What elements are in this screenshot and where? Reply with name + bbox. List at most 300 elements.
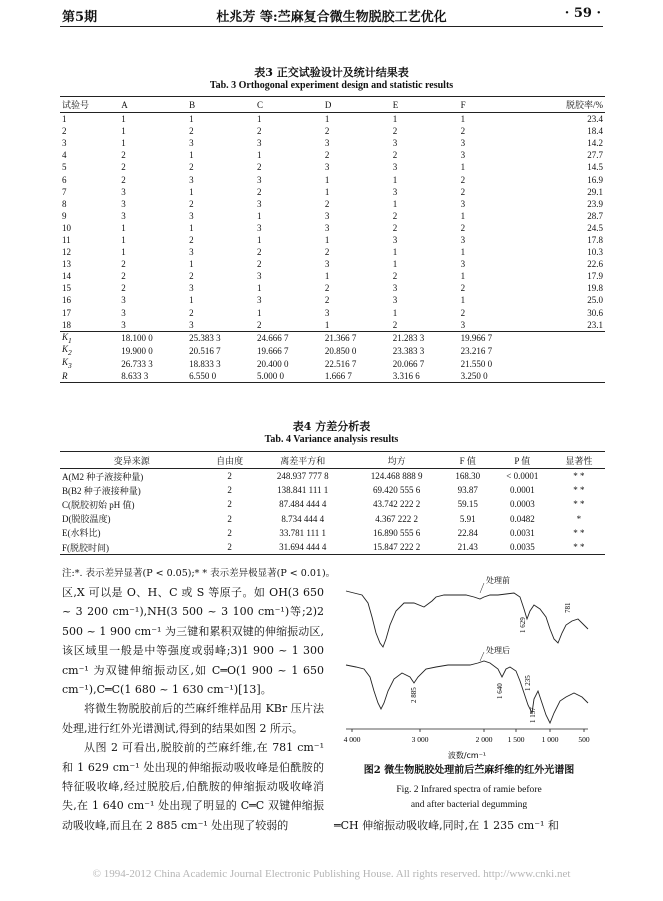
table3-cell: 12: [62, 247, 71, 258]
table4-cell: 22.84: [457, 527, 478, 538]
table3-stat-empty: [527, 370, 605, 383]
table3-cell: 19.8: [587, 283, 603, 294]
table3-cell: 2: [392, 150, 398, 161]
peak-before-781: 781: [564, 602, 572, 613]
table3-cell: 3: [460, 319, 466, 330]
table4-cell: 0.0003: [509, 499, 535, 510]
table3-cell: 2: [121, 259, 126, 270]
table3-stat-cell: 1.666 7: [323, 370, 391, 383]
table3-stat-cell: 8.633 3: [119, 370, 187, 383]
table3-cell: 2: [257, 319, 262, 330]
table3-stat-row: [60, 344, 605, 357]
table3-cell: 25.0: [587, 295, 603, 306]
table3-cell: 3: [257, 295, 262, 306]
x-tick-label: 4 000: [343, 735, 361, 744]
table3-cell: 2: [460, 174, 466, 185]
spectrum-after-line: [346, 661, 588, 723]
table3-stat-cell: 6.550 0: [187, 370, 255, 383]
table4-cell: F(脱胶时间): [60, 540, 204, 555]
table3-cell: 3: [189, 247, 194, 258]
table3-cell: 3: [460, 259, 466, 270]
table3-cell: 2: [257, 162, 262, 173]
table3-stat-cell: 5.000 0: [255, 370, 323, 383]
table4-cell: 0.0482: [509, 513, 535, 524]
body-paragraph-1: 区,X 可以是 O、H、C 或 S 等原子。如 OH(3 650 ~ 3 200 cm⁻¹),NH(3 500 ~ 3 100 cm⁻¹)等;2)2 500 ~ 1 900 cm⁻¹ 为三键和累积双键的伸缩振动区,该区域里一般是中等强度或弱峰;3)1 900 ~ 1 300 cm⁻¹ 为双键伸缩振动区,如 C═O(1 900 ~ 1 650 cm⁻¹),C═C(1 680 ~ 1 630 cm⁻¹)[13]。: [62, 586, 324, 697]
table4-header-cell: P 值: [492, 452, 553, 469]
table4-cell: 2: [227, 513, 232, 524]
label-before: 处理前: [486, 576, 510, 585]
table4-cell: 87.484 444 4: [279, 499, 327, 510]
figure2-caption-en-2: and after bacterial degumming: [410, 800, 528, 810]
table4-cell: 168.30: [455, 471, 481, 482]
table3-cell: 1: [189, 114, 194, 125]
body-right-tail: ═CH 伸缩振动吸收峰,同时,在 1 235 cm⁻¹ 和: [334, 819, 559, 832]
table3-stat-cell: 20.400 0: [257, 358, 289, 369]
table3-cell: 1: [324, 114, 330, 125]
table3-stat-subscript: 3: [68, 361, 72, 371]
table3-cell: 3: [189, 174, 194, 185]
table4-cell: < 0.0001: [506, 471, 539, 482]
x-tick-label: 2 000: [475, 735, 493, 744]
table3-cell: 3: [392, 186, 398, 197]
figure2-caption-zh: 图2 微生物脱胶处理前后苎麻纤维的红外光谱图: [363, 765, 575, 776]
table4-cell: * *: [553, 540, 605, 555]
table3-row: [60, 161, 605, 173]
table3-cell: 3: [324, 210, 330, 221]
table3-cell: 2: [324, 198, 330, 209]
table3-cell: 16: [62, 295, 71, 306]
table3-cell: 17.9: [587, 271, 603, 282]
table3-cell: 1: [392, 307, 398, 318]
table3-cell: 2: [460, 186, 466, 197]
label-after: 处理后: [486, 646, 510, 655]
table3-cell: 3: [324, 138, 330, 149]
table4-row: [60, 497, 605, 511]
table3-stat-cell: 3.316 6: [391, 370, 459, 383]
table3-cell: 1: [392, 247, 398, 258]
table3-cell: 2: [257, 259, 262, 270]
table3-stat-cell: 21.366 7: [323, 331, 391, 344]
table3-cell: 18: [62, 319, 71, 330]
table3-cell: 3: [257, 198, 262, 209]
table4-cell: 43.742 222 2: [372, 499, 421, 510]
table3-cell: 1: [324, 174, 330, 185]
table3-cell: 3: [189, 319, 194, 330]
table4-cell: C(脱胶初始 pH 值): [62, 499, 135, 510]
table4-cell: 0.0031: [509, 527, 535, 538]
table3-cell: 3: [62, 138, 67, 149]
table3-cell: 5: [62, 162, 67, 173]
x-tick-label: 3 000: [411, 735, 429, 744]
table3-cell: 1: [257, 283, 262, 294]
table3-stat-empty: [527, 344, 605, 357]
table3-cell: 2: [257, 247, 262, 258]
table3-header-cell: A: [119, 97, 187, 113]
table3-row: [60, 234, 605, 246]
table3-row: [60, 149, 605, 161]
table3-cell: 1: [189, 222, 194, 233]
table3-caption-zh: 表3 正交试验设计及统计结果表: [254, 66, 409, 79]
table3-cell: 28.7: [587, 210, 603, 221]
table3-row: [60, 307, 605, 319]
table3-cell: 3: [392, 138, 398, 149]
table3-stat-cell: 19.666 7: [257, 345, 289, 356]
table3-stat-cell: 24.666 7: [255, 331, 323, 344]
table3-row: [60, 282, 605, 294]
table3-cell: 2: [257, 126, 262, 137]
table3-stat-label: R: [60, 370, 119, 383]
table3-stat-row: [60, 331, 605, 344]
table3-cell: 3: [121, 210, 126, 221]
table3-row: [60, 258, 605, 270]
table3-cell: 30.6: [587, 307, 603, 318]
table3-row: [60, 186, 605, 198]
table4-cell: * *: [573, 471, 585, 482]
table3-cell: 16.9: [587, 174, 603, 185]
table3-row: [60, 222, 605, 234]
table3-cell: 1: [121, 138, 126, 149]
x-tick-label: 1 500: [507, 735, 525, 744]
table3-cell: 2: [121, 283, 126, 294]
table3-cell: 3: [121, 319, 126, 330]
table3-cell: 2: [189, 126, 194, 137]
table3-cell: 1: [121, 114, 126, 125]
x-tick-label: 500: [578, 735, 590, 744]
table4-cell: 2: [227, 499, 232, 510]
table3-cell: 2: [121, 150, 126, 161]
table4-cell: * *: [573, 485, 585, 496]
table3-cell: 2: [460, 222, 466, 233]
peak-after-1157: 1 157: [529, 707, 537, 723]
table3-cell: 23.1: [587, 319, 603, 330]
table3-stat-subscript: 1: [68, 335, 72, 345]
ir-spectra-figure: [334, 573, 604, 773]
table4-row: [60, 469, 605, 484]
table4-cell: 93.87: [457, 485, 478, 496]
table3-cell: 2: [62, 126, 67, 137]
table4-header-cell: 自由度: [204, 452, 256, 469]
table4-cell: 16.890 555 6: [372, 527, 421, 538]
table4-row: [60, 526, 605, 540]
table3-cell: 1: [460, 271, 466, 282]
table3-cell: 17: [62, 307, 71, 318]
table4-cell: A(M2 种子液接种量): [62, 471, 144, 482]
table4-cell: B(B2 种子液接种量): [62, 485, 141, 496]
table3-stat-cell: 19.900 0: [121, 345, 153, 356]
table4-cell: 4.367 222 2: [375, 513, 418, 524]
table4-row: [60, 512, 605, 526]
table3-stat-row: [60, 357, 605, 370]
table4-cell: 21.43: [444, 540, 492, 555]
table3-stat-cell: 20.516 7: [189, 345, 221, 356]
table3-stat-cell: 20.066 7: [392, 358, 425, 369]
table3-stat-cell: 21.283 3: [391, 331, 459, 344]
table4-row: [60, 483, 605, 497]
body-left-column: [62, 583, 324, 835]
table3-cell: 1: [189, 150, 194, 161]
table3-cell: 2: [121, 162, 126, 173]
table4-cell: 8.734 444 4: [281, 513, 325, 524]
table3-stat-empty: [527, 357, 605, 370]
table3-cell: 2: [121, 271, 126, 282]
table3-stat-cell: 19.966 7: [459, 331, 527, 344]
table3-cell: 2: [189, 271, 194, 282]
copyright-footer: © 1994-2012 China Academic Journal Electronic Publishing House. All rights reserved. http://www.cnki.net: [92, 868, 571, 880]
page-number: · 59 ·: [564, 6, 601, 21]
table3-cell: 2: [189, 234, 194, 245]
table3-cell: 1: [257, 307, 262, 318]
table4-header-cell: 变异来源: [60, 452, 204, 469]
table3-cell: 1: [257, 150, 262, 161]
table3-cell: 1: [392, 259, 398, 270]
table3-cell: 2: [392, 210, 398, 221]
table3-cell: 23.9: [587, 198, 603, 209]
table3-cell: 3: [460, 198, 466, 209]
table3-row: [60, 210, 605, 222]
table3-cell: 4: [62, 150, 67, 161]
table4-cell: 2: [227, 485, 232, 496]
body-paragraph-3: 从图 2 可看出,脱胶前的苎麻纤维,在 781 cm⁻¹ 和 1 629 cm⁻¹ 处出现的伸缩振动吸收峰是伯酰胺的特征吸收峰,经过脱胶后,伯酰胺的伸缩振动吸收峰消失,在 1 640 cm⁻¹ 处出现了明显的 C═C 双键伸缩振动吸收峰,而且在 2 885 cm⁻¹ 处出现了较弱的: [62, 741, 324, 832]
peak-after-2885: 2 885: [410, 687, 418, 703]
table3-cell: 2: [324, 247, 330, 258]
table4-cell: 2: [204, 540, 256, 555]
table3-cell: 8: [62, 198, 67, 209]
table3-cell: 22.6: [587, 259, 603, 270]
table3-cell: 23.4: [587, 114, 603, 125]
table3-cell: 3: [324, 307, 330, 318]
table3-cell: 14.5: [587, 162, 603, 173]
table3-cell: 3: [257, 138, 262, 149]
table4-cell: 69.420 555 6: [372, 485, 421, 496]
figure2-caption-en-1: Fig. 2 Infrared spectra of ramie before: [396, 785, 542, 795]
table3-cell: 3: [189, 283, 194, 294]
table3-cell: 2: [324, 150, 330, 161]
table3-row: [60, 113, 605, 126]
table3-header-cell: B: [187, 97, 255, 113]
table3-cell: 15: [62, 283, 71, 294]
table3-row: [60, 137, 605, 149]
table3-stat-cell: 21.550 0: [460, 358, 493, 369]
table3-cell: 2: [392, 126, 398, 137]
table3-cell: 3: [121, 307, 126, 318]
variance-table: [60, 451, 605, 555]
table4-caption-en: Tab. 4 Variance analysis results: [264, 434, 399, 445]
table4-header-cell: 显著性: [553, 452, 605, 469]
table3-cell: 3: [392, 162, 398, 173]
table3-cell: 3: [460, 138, 466, 149]
table4-caption-zh: 表4 方差分析表: [292, 420, 371, 433]
body-paragraph-2: 将微生物脱胶前后的苎麻纤维样品用 KBr 压片法处理,进行红外光谱测试,得到的结果如图 2 所示。: [62, 702, 324, 735]
table4-cell: 2: [227, 471, 232, 482]
table3-cell: 2: [324, 295, 330, 306]
table3-cell: 1: [460, 247, 466, 258]
table3-stat-cell: 18.833 3: [189, 358, 221, 369]
table3-stat-cell: 22.516 7: [324, 358, 357, 369]
table3-cell: 27.7: [587, 150, 603, 161]
table3-stat-cell: 20.850 0: [324, 345, 357, 356]
table4-cell: * *: [573, 499, 585, 510]
table3-cell: 11: [62, 234, 71, 245]
table4-header-cell: 离差平方和: [256, 452, 350, 469]
peak-after-1235: 1 235: [524, 675, 532, 691]
table3-cell: 3: [324, 222, 330, 233]
table3-cell: 1: [121, 126, 126, 137]
table4-header-cell: F 值: [444, 452, 492, 469]
table3-cell: 1: [324, 234, 330, 245]
table3-cell: 2: [324, 126, 330, 137]
table3-cell: 2: [257, 186, 262, 197]
table3-cell: 2: [392, 222, 398, 233]
table4-header-row: [60, 452, 605, 469]
table3-stat-empty: [527, 331, 605, 344]
table3-stat-label: $K_3$: [62, 357, 72, 371]
table3-cell: 1: [189, 259, 194, 270]
table3-cell: 1: [62, 114, 67, 125]
table3-cell: 3: [392, 283, 398, 294]
peak-after-1640: 1 640: [496, 683, 504, 699]
table3-row: [60, 294, 605, 306]
table3-cell: 6: [62, 174, 67, 185]
table4-cell: 15.847 222 2: [350, 540, 444, 555]
table3-stat-cell: 18.100 0: [119, 331, 187, 344]
table3-cell: 1: [324, 186, 330, 197]
table3-cell: 2: [460, 307, 466, 318]
table3-cell: 2: [121, 174, 126, 185]
table3-cell: 1: [460, 114, 466, 125]
table3-cell: 1: [324, 271, 330, 282]
table3-cell: 1: [324, 319, 330, 330]
table3-cell: 3: [121, 186, 126, 197]
x-axis-ticks: [344, 729, 590, 744]
table4-cell: E(水料比): [62, 528, 101, 539]
x-axis-label: 波数/cm⁻¹: [447, 751, 487, 760]
table3-cell: 2: [460, 126, 466, 137]
table3-header-cell: 试验号: [60, 97, 119, 113]
table4-cell: 33.781 111 1: [279, 527, 327, 538]
table3-stat-subscript: 2: [68, 348, 72, 358]
x-tick-label: 1 000: [541, 735, 559, 744]
spectrum-before-line: [346, 591, 588, 647]
table3-header-cell: F: [459, 97, 527, 113]
table4-cell: 138.841 111 1: [277, 485, 329, 496]
table3-cell: 2: [392, 319, 398, 330]
table3-cell: 3: [257, 271, 262, 282]
table3-cell: 3: [324, 259, 330, 270]
table4-cell: D(脱胶温度): [62, 514, 111, 525]
table3-caption-en: Tab. 3 Orthogonal experiment design and statistic results: [209, 80, 454, 91]
table3-cell: 3: [392, 295, 398, 306]
table3-stat-cell: 3.250 0: [459, 370, 527, 383]
table3-row: [60, 173, 605, 185]
table3-cell: 1: [392, 174, 398, 185]
table4-cell: 124.468 888 9: [370, 471, 423, 482]
peak-before-1629: 1 629: [519, 617, 527, 633]
table3-cell: 1: [392, 114, 398, 125]
table3-stat-cell: 23.383 3: [392, 345, 425, 356]
table3-cell: 1: [257, 210, 262, 221]
table3-cell: 2: [324, 283, 330, 294]
issue-number: 第5期: [62, 10, 98, 25]
table3-row: [60, 246, 605, 258]
table3-cell: 29.1: [587, 186, 603, 197]
table4-cell: 59.15: [457, 499, 478, 510]
table3-cell: 1: [460, 162, 466, 173]
table3-stat-cell: 26.733 3: [121, 358, 153, 369]
table3-cell: 3: [257, 174, 262, 185]
table3-cell: 3: [324, 162, 330, 173]
table3-cell: 2: [460, 283, 466, 294]
table3-header-row: [60, 97, 605, 113]
header-rule: [60, 26, 603, 27]
table4-header-cell: 均方: [350, 452, 444, 469]
label-after-leader: [480, 652, 484, 661]
table3-row: [60, 198, 605, 210]
table4-row: [60, 540, 605, 555]
table3-cell: 3: [460, 234, 466, 245]
table3-cell: 24.5: [587, 222, 603, 233]
orthogonal-table: [60, 96, 605, 383]
table3-cell: 1: [189, 186, 194, 197]
table4-cell: 31.694 444 4: [256, 540, 350, 555]
table3-cell: 7: [62, 186, 67, 197]
table3-cell: 3: [257, 222, 262, 233]
table3-cell: 2: [392, 271, 398, 282]
table4-note: 注:*. 表示差异显著(P < 0.05);* * 表示差异极显著(P < 0.01)。: [62, 568, 336, 579]
table3-cell: 10.3: [587, 247, 603, 258]
table3-cell: 9: [62, 210, 67, 221]
table3-cell: 1: [121, 247, 126, 258]
table3-cell: 3: [189, 138, 194, 149]
table3-cell: 3: [392, 234, 398, 245]
table3-cell: 1: [257, 114, 262, 125]
table3-cell: 1: [392, 198, 398, 209]
table3-cell: 1: [121, 222, 126, 233]
label-before-leader: [480, 583, 484, 593]
running-title: 杜兆芳 等:苎麻复合微生物脱胶工艺优化: [216, 10, 447, 25]
table3-row: [60, 125, 605, 137]
table3-stat-cell: 23.216 7: [460, 345, 493, 356]
table3-row: [60, 270, 605, 282]
table3-stat-label: $K_1$: [60, 331, 119, 344]
table3-cell: 1: [121, 234, 126, 245]
table3-cell: 17.8: [587, 234, 603, 245]
table3-stat-row: [60, 370, 605, 383]
table3-cell: 1: [189, 295, 194, 306]
table3-cell: 14.2: [587, 138, 603, 149]
table3-cell: 3: [121, 198, 126, 209]
table3-row: [60, 319, 605, 332]
table3-cell: 18.4: [587, 126, 603, 137]
table3-cell: 2: [189, 307, 194, 318]
table3-stat-cell: 25.383 3: [187, 331, 255, 344]
table3-cell: 2: [189, 198, 194, 209]
table3-cell: 3: [121, 295, 126, 306]
table3-cell: 10: [62, 222, 71, 233]
table3-cell: 3: [189, 210, 194, 221]
table3-header-cell: C: [255, 97, 323, 113]
table4-cell: 2: [227, 527, 232, 538]
table4-cell: * *: [573, 527, 585, 538]
table4-cell: 0.0001: [509, 485, 535, 496]
table3-cell: 1: [460, 295, 466, 306]
table3-header-cell: 脱胶率/%: [527, 97, 605, 113]
table3-header-cell: D: [323, 97, 391, 113]
table3-stat-label: $K_2$: [62, 344, 72, 358]
table3-cell: 13: [62, 259, 71, 270]
table3-cell: 1: [257, 234, 262, 245]
table3-cell: 3: [460, 150, 466, 161]
table4-cell: *: [576, 513, 582, 524]
